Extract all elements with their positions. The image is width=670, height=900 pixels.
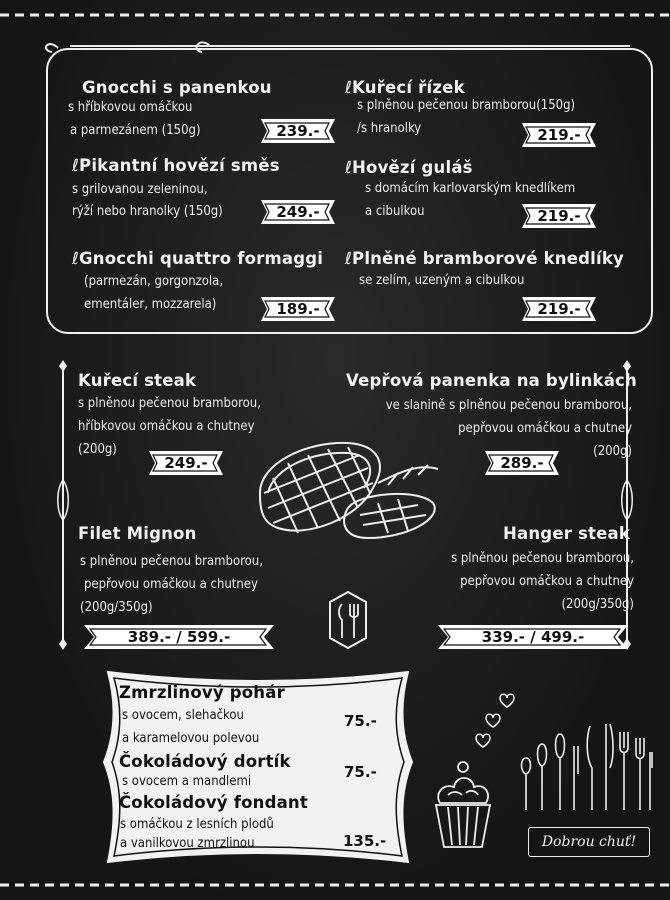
item-desc: a cibulkou	[365, 204, 425, 219]
item-desc: s domácím karlovarským knedlíkem	[365, 181, 576, 196]
item-desc: s plněnou pečenou bramborou,	[451, 551, 634, 566]
price-label: 189.-	[276, 300, 320, 318]
price-label: 249.-	[276, 203, 320, 221]
price-label: 239.-	[276, 122, 320, 140]
price-label: 249.-	[164, 454, 208, 472]
item-title: Kuřecí steak	[78, 371, 197, 390]
item-title: ℓGnocchi quattro formaggi	[72, 249, 324, 268]
item-desc: rýží nebo hranolky (150g)	[72, 204, 223, 219]
price-tag	[257, 296, 339, 322]
item-desc: s grilovanou zeleninou,	[72, 182, 208, 197]
steak-illustration-icon	[248, 433, 444, 553]
item-desc: (200g/350g)	[561, 597, 634, 612]
price-label: 219.-	[537, 300, 581, 318]
item-title: Gnocchi s panenkou	[82, 78, 272, 97]
price-tag	[481, 450, 563, 476]
price-tag	[434, 624, 632, 650]
price-label: 219.-	[537, 207, 581, 225]
item-desc: pepřovou omáčkou a chutney	[84, 577, 258, 592]
item-title: Vepřová panenka na bylinkách	[346, 371, 637, 390]
price-tag	[80, 624, 278, 650]
price-label: 219.-	[537, 126, 581, 144]
item-desc: (200g/350g)	[80, 600, 153, 615]
item-desc: a vanilkovou zmrzlinou	[120, 836, 255, 851]
thanks-label-frame	[528, 827, 650, 857]
flourish-icon: ℓ	[345, 249, 353, 268]
item-desc: /s hranolky	[357, 121, 422, 136]
flourish-icon: ℓ	[345, 158, 353, 177]
item-desc: (parmezán, gorgonzola,	[84, 274, 224, 289]
price-label: 289.-	[500, 454, 544, 472]
thanks-label: Dobrou chuť!	[541, 834, 637, 850]
item-desc: (200g)	[78, 442, 117, 457]
item-title: Čokoládový fondant	[119, 793, 308, 812]
item-desc: a karamelovou polevou	[122, 731, 260, 746]
price-tag	[518, 296, 600, 322]
item-desc: pepřovou omáčkou a chutney	[458, 421, 632, 436]
item-title: ℓHovězí guláš	[345, 158, 473, 177]
item-title: Filet Mignon	[78, 524, 197, 543]
item-title: ℓPikantní hovězí směs	[72, 156, 280, 175]
dessert-price: 135.-	[343, 832, 387, 850]
cupcake-icon	[428, 755, 498, 855]
item-desc: s plněnou pečenou bramborou,	[78, 396, 261, 411]
item-desc: se zelím, uzeným a cibulkou	[359, 273, 525, 288]
dessert-price: 75.-	[344, 763, 377, 781]
item-desc: ementáler, mozzarela)	[84, 297, 217, 312]
item-title: ℓKuřecí řízek	[345, 78, 465, 97]
item-desc: pepřovou omáčkou a chutney	[460, 574, 634, 589]
item-desc: s plněnou pečenou bramborou(150g)	[357, 98, 576, 113]
item-desc: (200g)	[593, 444, 632, 459]
item-title: Čokoládový dortík	[119, 752, 291, 771]
top-frame-ornament	[40, 36, 640, 56]
left-vertical-ornament	[56, 360, 70, 650]
item-desc: s omáčkou z lesních plodů	[120, 817, 274, 832]
item-desc: a parmezánem (150g)	[70, 123, 201, 138]
price-label: 389.- / 599.-	[127, 628, 231, 646]
price-tag	[257, 199, 339, 225]
price-tag	[257, 118, 339, 144]
item-desc: ve slanině s plněnou pečenou bramborou,	[385, 398, 632, 413]
flourish-icon: ℓ	[345, 78, 353, 97]
cutlery-icon	[326, 590, 370, 650]
top-dashed-border	[0, 8, 670, 22]
price-tag	[518, 203, 600, 229]
flourish-icon: ℓ	[72, 156, 80, 175]
bottom-dashed-border	[0, 878, 670, 892]
item-title: Zmrzlinový pohár	[119, 683, 285, 702]
item-desc: s ovocem a mandlemi	[122, 774, 252, 789]
utensils-icon	[516, 718, 656, 818]
item-title: Hanger steak	[503, 524, 630, 543]
item-desc: s ovocem, slehačkou	[122, 708, 244, 723]
item-desc: hříbkovou omáčkou a chutney	[78, 419, 255, 434]
dessert-price: 75.-	[344, 712, 377, 730]
price-label: 339.- / 499.-	[481, 628, 585, 646]
item-desc: s hříbkovou omáčkou	[68, 100, 193, 115]
item-desc: s plněnou pečenou bramborou,	[80, 554, 263, 569]
price-tag	[145, 450, 227, 476]
heart-icon	[470, 690, 520, 750]
price-tag	[518, 122, 600, 148]
flourish-icon: ℓ	[72, 249, 80, 268]
item-title: ℓPlněné bramborové knedlíky	[345, 249, 624, 268]
